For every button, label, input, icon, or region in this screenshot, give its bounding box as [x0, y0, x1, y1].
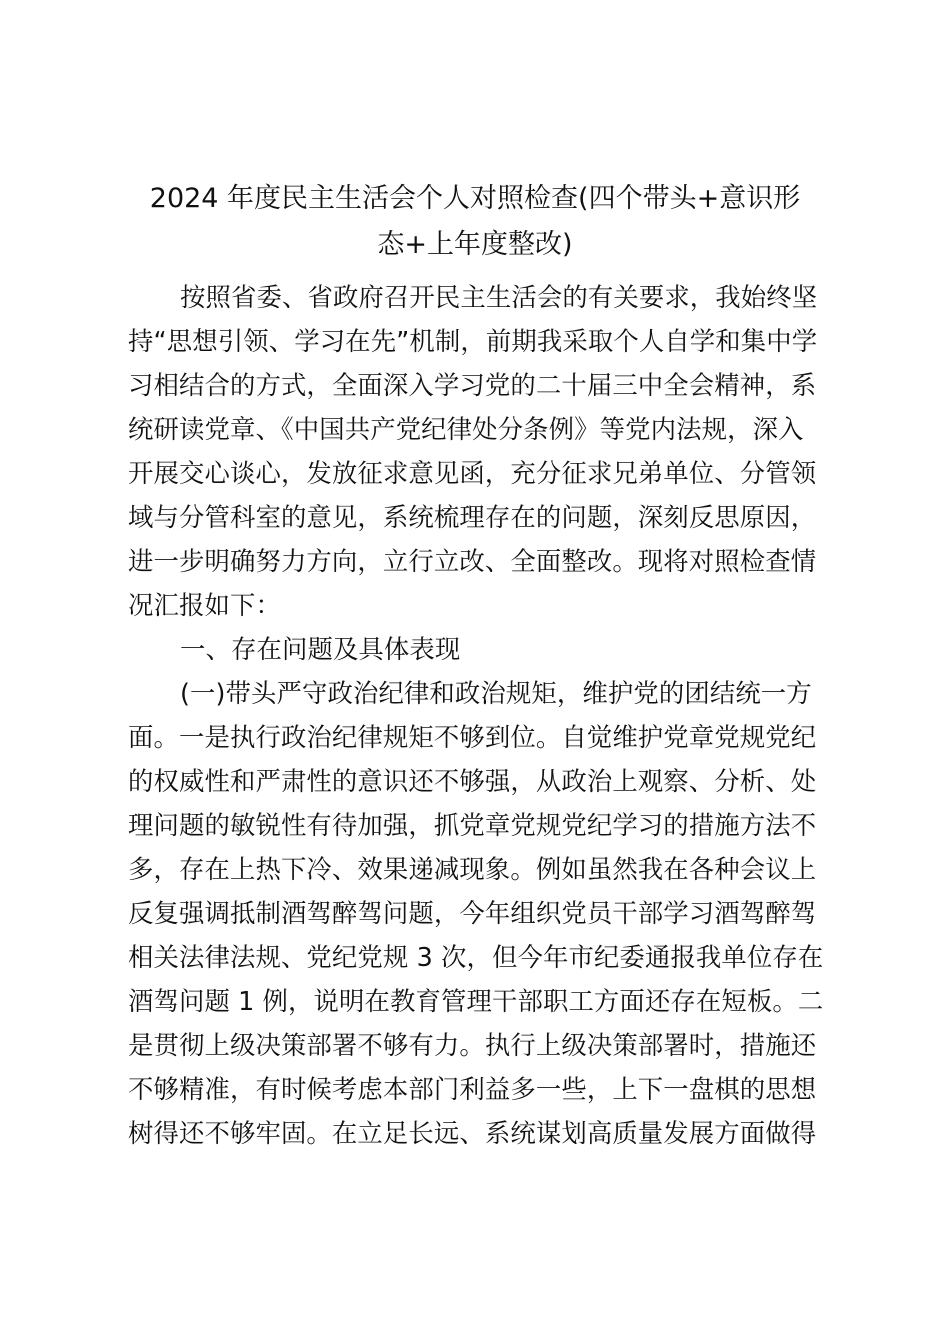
- paragraph-line: 多，存在上热下冷、效果递减现象。例如虽然我在各种会议上: [128, 854, 817, 884]
- paragraph-line: 反复强调抵制酒驾醉驾问题，今年组织党员干部学习酒驾醉驾: [128, 898, 817, 928]
- paragraph-line: 不够精准，有时候考虑本部门利益多一些，上下一盘棋的思想: [128, 1074, 817, 1104]
- paragraph-line: 持“思想引领、学习在先”机制，前期我采取个人自学和集中学: [128, 326, 818, 356]
- paragraph-line: 进一步明确努力方向，立行立改、全面整改。现将对照检查情: [128, 546, 817, 576]
- paragraph-line: 面。一是执行政治纪律规矩不够到位。自觉维护党章党规党纪: [128, 722, 817, 752]
- paragraph-line: 域与分管科室的意见，系统梳理存在的问题，深刻反思原因，: [128, 502, 817, 532]
- paragraph-line: (一)带头严守政治纪律和政治规矩，维护党的团结统一方: [180, 678, 812, 708]
- paragraph-line: 况汇报如下：: [128, 590, 281, 620]
- document-title-line-2: 态+上年度整改): [377, 229, 573, 260]
- paragraph-line: 统研读党章、《中国共产党纪律处分条例》等党内法规，深入: [128, 414, 804, 444]
- paragraph-line: 酒驾问题 1 例，说明在教育管理干部职工方面还存在短板。二: [128, 986, 824, 1016]
- paragraph-line: 按照省委、省政府召开民主生活会的有关要求，我始终坚: [180, 282, 818, 312]
- paragraph-line: 开展交心谈心，发放征求意见函，充分征求兄弟单位、分管领: [128, 458, 817, 488]
- paragraph-line: 树得还不够牢固。在立足长远、系统谋划高质量发展方面做得: [128, 1118, 817, 1148]
- paragraph-line: 相关法律法规、党纪党规 3 次，但今年市纪委通报我单位存在: [128, 942, 824, 972]
- paragraph-line: 是贯彻上级决策部署不够有力。执行上级决策部署时，措施还: [128, 1030, 817, 1060]
- section-heading: 一、存在问题及具体表现: [180, 634, 461, 664]
- paragraph-line: 理问题的敏锐性有待加强，抓党章党规党纪学习的措施方法不: [128, 810, 817, 840]
- paragraph-line: 习相结合的方式，全面深入学习党的二十届三中全会精神，系: [128, 370, 817, 400]
- document-title-line-1: 2024 年度民主生活会个人对照检查(四个带头+意识形: [149, 183, 801, 214]
- paragraph-line: 的权威性和严肃性的意识还不够强，从政治上观察、分析、处: [128, 766, 817, 796]
